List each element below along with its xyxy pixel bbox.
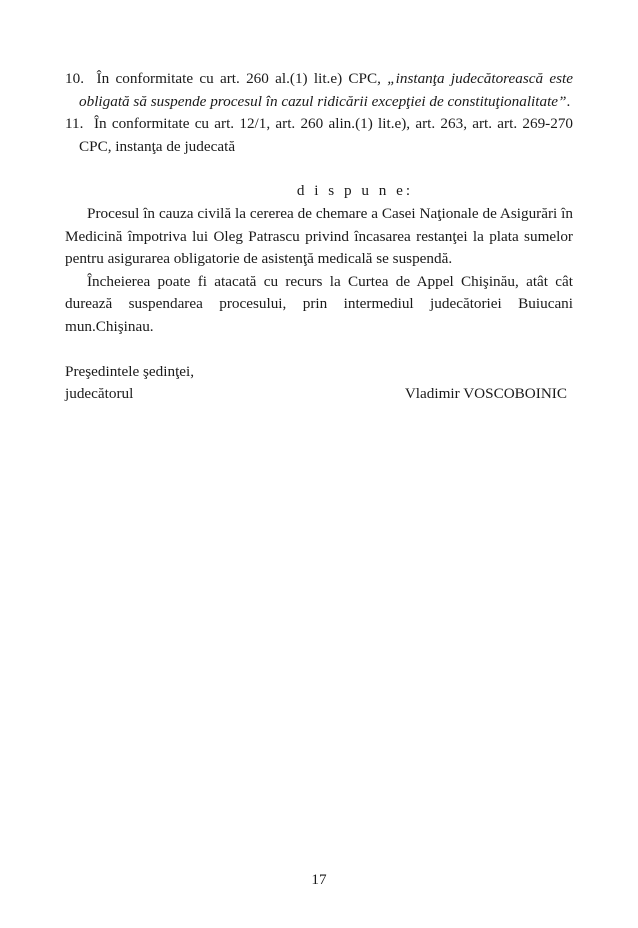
dispune-heading: d i s p u n e: (296, 182, 414, 200)
page-number: 17 (311, 871, 327, 888)
item-quote: „instanţa judecătorească este obligată să suspende procesul în cazul ridicării excepţiei de constituţionalitate” (79, 70, 573, 110)
document-page (65, 68, 573, 406)
item-text: În conformitate cu art. 260 al.(1) lit.e) CPC, (96, 70, 388, 87)
item-text-end: . (566, 92, 571, 110)
item-number: 11. (65, 115, 84, 133)
ruling-paragraph-2: Încheierea poate fi atacată cu recurs la Curtea de Appel Chişinău, atât cât durează suspendarea procesului, prin intermediul judecătoriei Buiucani mun.Chişinau. (65, 272, 573, 335)
ruling-paragraph-1: Procesul în cauza civilă la cererea de chemare a Casei Naţionale de Asigurări în Medicină împotriva lui Oleg Patrascu privind încasarea restanţei la plata sumelor pentru asigurarea obligatorie de asistenţă medicală se suspendă. (65, 204, 573, 268)
signature-title-line1: Preşedintele şedinţei, (65, 362, 195, 380)
signature-name: Vladimir VOSCOBOINIC (404, 385, 567, 403)
numbered-item-10 (65, 68, 573, 113)
signature-block (65, 361, 573, 406)
item-text: În conformitate cu art. 12/1, art. 260 alin.(1) lit.e), art. 263, art. art. 269-270 CPC, instanţa de judecată (79, 115, 574, 155)
numbered-item-11 (65, 113, 573, 158)
signature-row (65, 383, 573, 406)
signature-title-line2: judecătorul (65, 385, 134, 403)
item-number: 10. (65, 70, 84, 87)
